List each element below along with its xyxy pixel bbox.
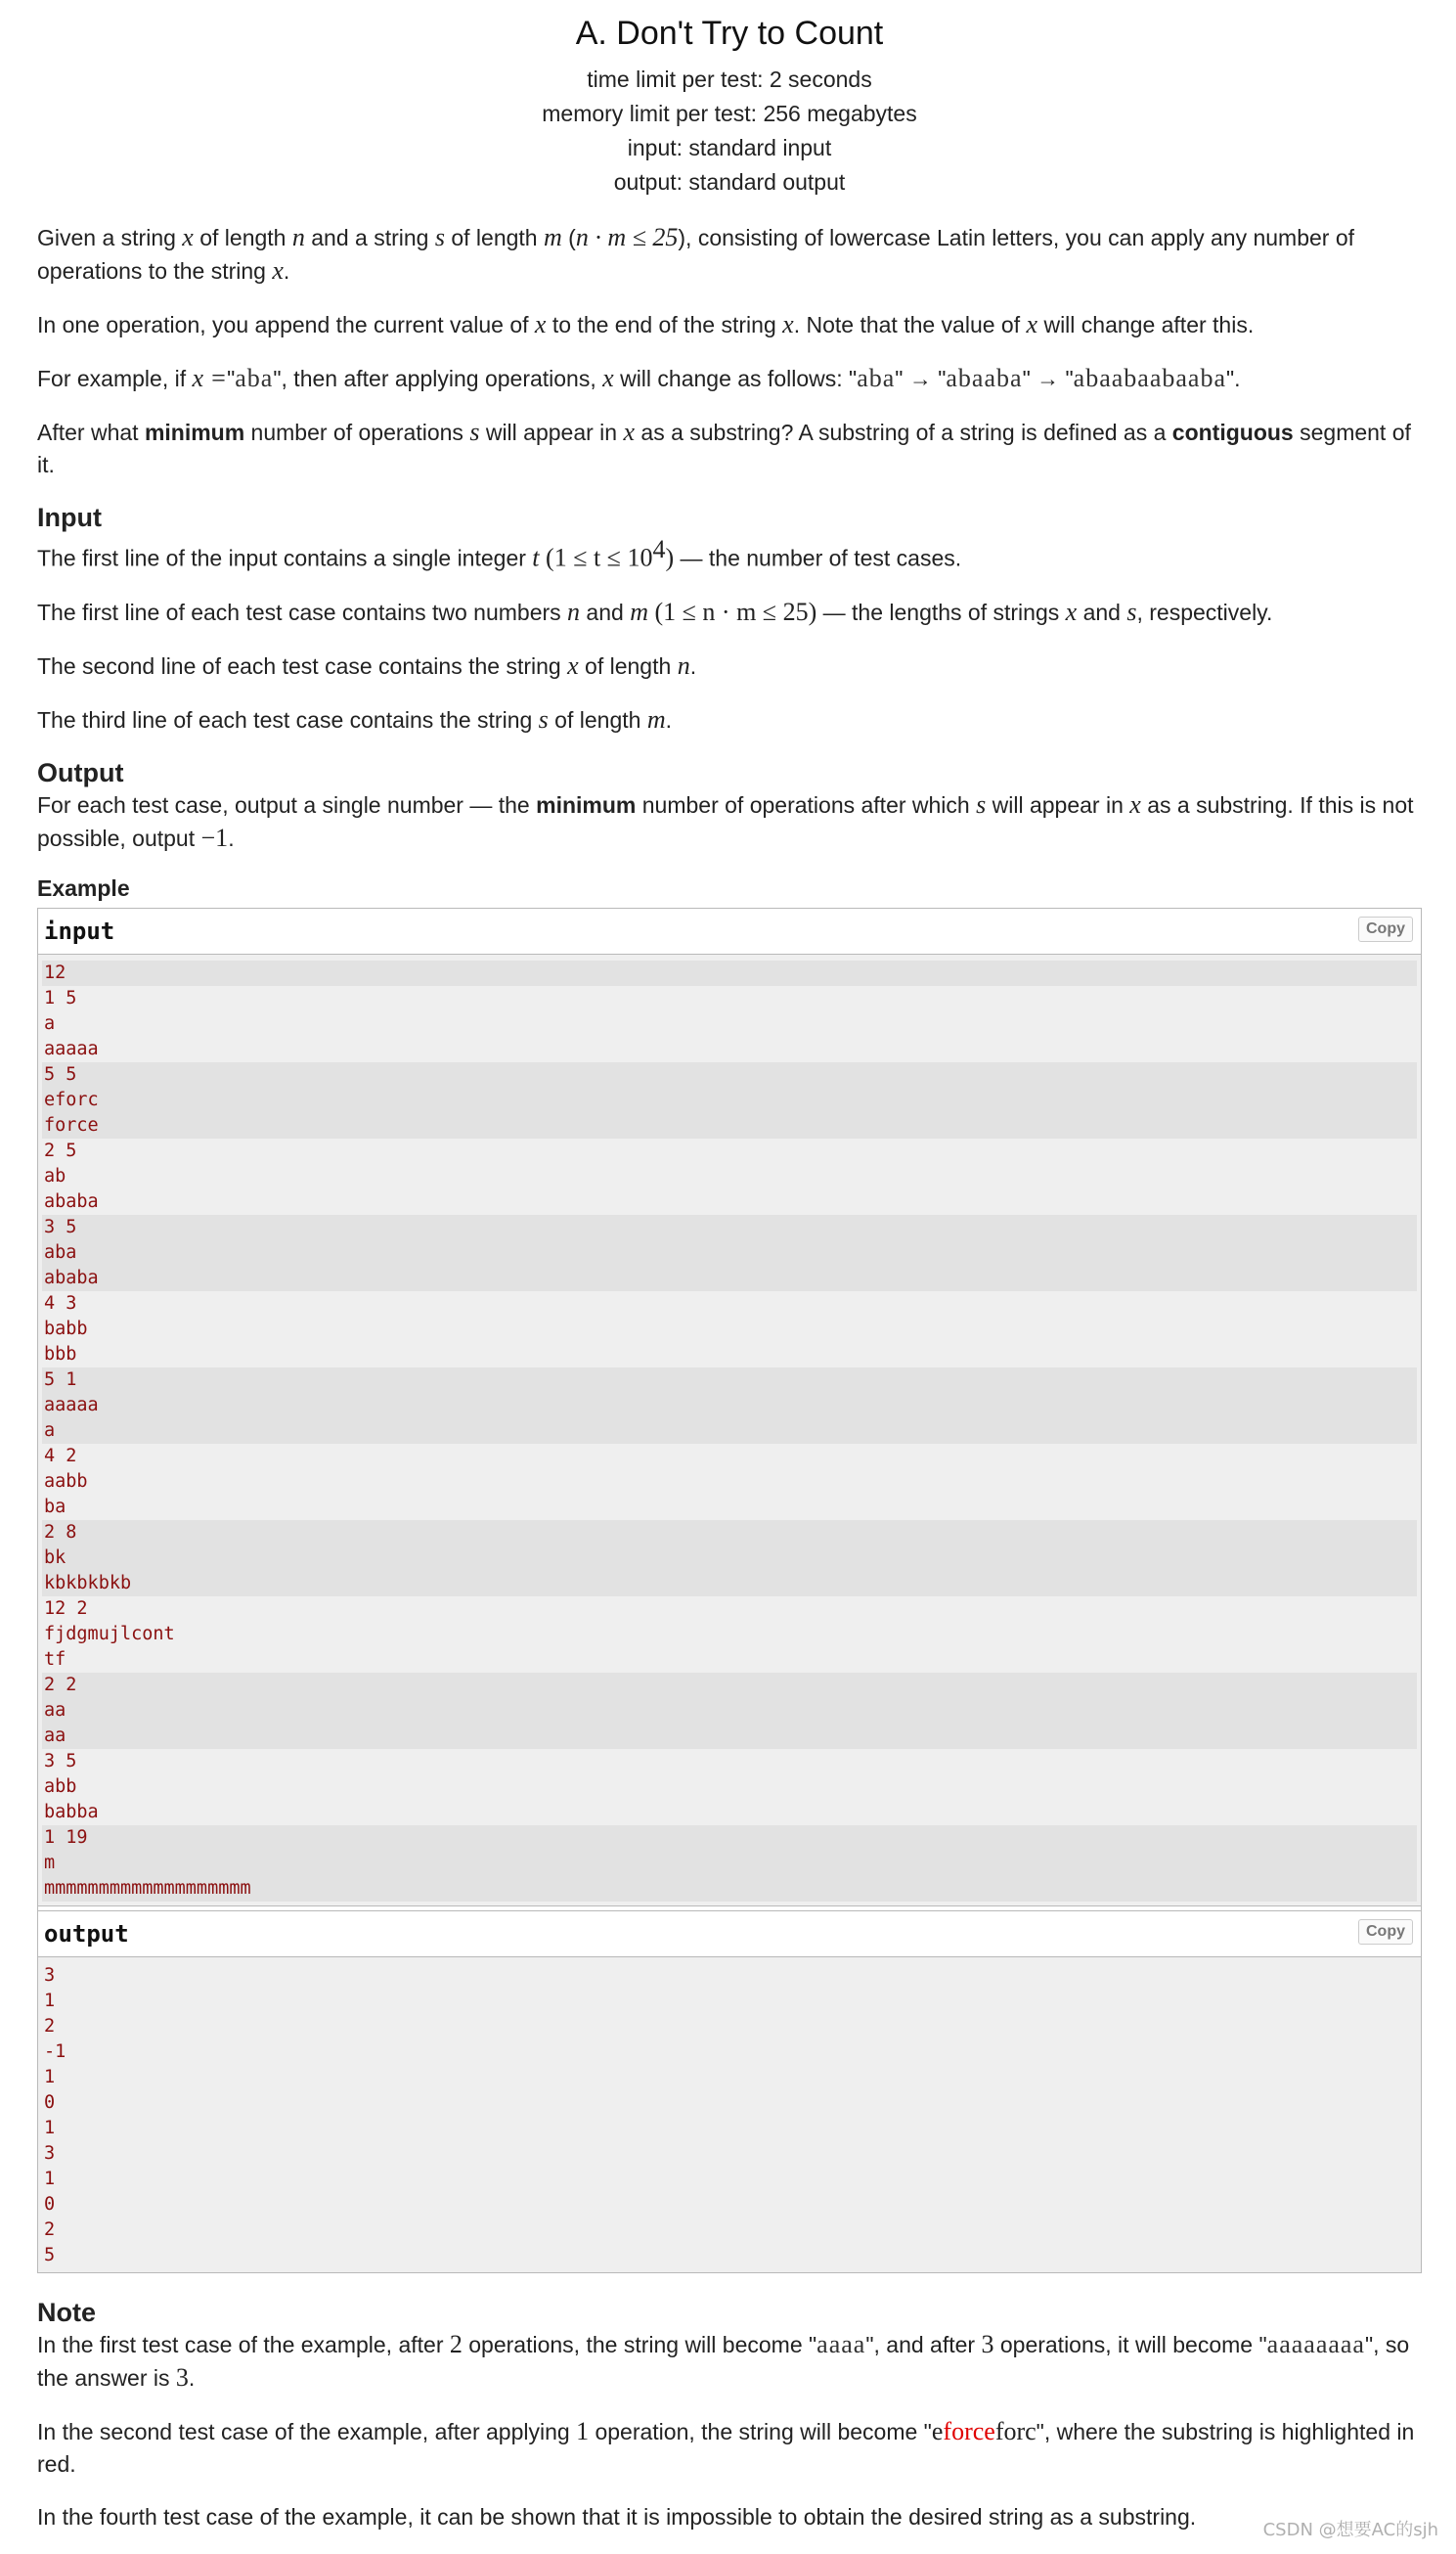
sample-output-line: 3 [42, 1963, 1417, 1989]
output-paragraph-1: For each test case, output a single number — the minimum number of operations after which s will appear in x as a substring. If this is not possible, output −1. [37, 789, 1414, 852]
sample-input-line: ab [42, 1164, 1417, 1189]
sample-input-line: 1 19 [42, 1825, 1417, 1851]
sample-input-line: eforc [42, 1088, 1417, 1113]
note-section [37, 2297, 1422, 2533]
sample-output-line: 1 [42, 2065, 1417, 2090]
statement-paragraph-2: In one operation, you append the current value of x to the end of the string x. Note that the value of x will change after this. [37, 310, 1255, 338]
sample-output-line: 0 [42, 2192, 1417, 2218]
sample-input-line: 5 5 [42, 1062, 1417, 1088]
sample-output-line: 1 [42, 2116, 1417, 2141]
example-section [37, 875, 1422, 2273]
sample-input-line: 3 5 [42, 1749, 1417, 1774]
sample-output-line: -1 [42, 2039, 1417, 2065]
sample-input-line: 12 2 [42, 1596, 1417, 1622]
sample-input-line: 2 2 [42, 1673, 1417, 1698]
input-spec: input: standard input [627, 135, 832, 160]
sample-input-line: 4 3 [42, 1291, 1417, 1317]
note-paragraph-2: In the second test case of the example, after applying 1 operation, the string will become "eforceforc", where the substring is highlighted in red. [37, 2416, 1415, 2477]
sample-input-content[interactable] [38, 955, 1421, 1905]
sample-input-header [38, 909, 1421, 955]
sample-input-line: 5 1 [42, 1367, 1417, 1393]
problem-title: A. Don't Try to Count [575, 15, 884, 52]
input-section [37, 502, 1422, 737]
sample-output-line: 3 [42, 2141, 1417, 2167]
sample-output-box [37, 1910, 1422, 2273]
sample-input-line: mmmmmmmmmmmmmmmmmmm [42, 1876, 1417, 1902]
sample-input-line: a [42, 1418, 1417, 1444]
statement-paragraph-1: Given a string x of length n and a string s of length m (n · m ≤ 25), consisting of lowercase Latin letters, you can apply any number of operations to the string x. [37, 223, 1355, 285]
memory-limit: memory limit per test: 256 megabytes [542, 101, 917, 126]
problem-header [37, 0, 1422, 200]
sample-input-line: a [42, 1011, 1417, 1037]
sample-output-line: 5 [42, 2243, 1417, 2268]
statement-paragraph-4: After what minimum number of operations s will appear in x as a substring? A substring of a string is defined as a contiguous segment of it. [37, 418, 1411, 477]
sample-input-line: babb [42, 1317, 1417, 1342]
sample-input-line: m [42, 1851, 1417, 1876]
sample-input-label: input [44, 917, 115, 945]
sample-output-line: 1 [42, 2167, 1417, 2192]
input-paragraph-3: The second line of each test case contains the string x of length n. [37, 650, 697, 680]
input-section-title: Input [37, 503, 102, 532]
note-paragraph-3: In the fourth test case of the example, it can be shown that it is impossible to obtain the desired string as a substring. [37, 2503, 1197, 2530]
note-paragraph-1: In the first test case of the example, after 2 operations, the string will become "aaaa", and after 3 operations, it will become "aaaaaaaa", so the answer is 3. [37, 2329, 1410, 2392]
note-title: Note [37, 2297, 96, 2327]
input-paragraph-4: The third line of each test case contains the string s of length m. [37, 704, 672, 734]
input-paragraph-2: The first line of each test case contains two numbers n and m (1 ≤ n · m ≤ 25) — the lengths of strings x and s, respectively. [37, 597, 1273, 626]
sample-output-header [38, 1911, 1421, 1957]
sample-output-line: 2 [42, 2218, 1417, 2243]
sample-output-line: 1 [42, 1989, 1417, 2014]
copy-output-button[interactable]: Copy [1358, 1919, 1413, 1945]
sample-input-line: force [42, 1113, 1417, 1139]
sample-input-line: aaaaa [42, 1037, 1417, 1062]
sample-input-line: babba [42, 1800, 1417, 1825]
input-paragraph-1: The first line of the input contains a single integer t $(1 \le t \le 10^4)$ — the number of test cases. [37, 535, 962, 572]
output-section-title: Output [37, 757, 124, 787]
sample-input-line: 2 8 [42, 1520, 1417, 1546]
sample-input-line: ababa [42, 1266, 1417, 1291]
sample-output-content[interactable] [38, 1957, 1421, 2272]
sample-input-line: ababa [42, 1189, 1417, 1215]
sample-input-line: aa [42, 1724, 1417, 1749]
sample-input-line: abb [42, 1774, 1417, 1800]
highlighted-substring: force [943, 2416, 995, 2445]
sample-input-line: 12 [42, 961, 1417, 986]
sample-input-line: 3 5 [42, 1215, 1417, 1240]
sample-input-line: bk [42, 1546, 1417, 1571]
sample-input-line: ba [42, 1495, 1417, 1520]
sample-output-label: output [44, 1919, 129, 1948]
sample-input-line: kbkbkbkb [42, 1571, 1417, 1596]
problem-statement [37, 221, 1422, 481]
sample-input-line: aa [42, 1698, 1417, 1724]
output-spec: output: standard output [613, 169, 846, 195]
sample-input-line: 4 2 [42, 1444, 1417, 1469]
sample-input-line: bbb [42, 1342, 1417, 1367]
sample-input-line: 2 5 [42, 1139, 1417, 1164]
sample-input-line: 1 5 [42, 986, 1417, 1011]
sample-input-line: fjdgmujlcont [42, 1622, 1417, 1647]
sample-input-box [37, 908, 1422, 1906]
statement-paragraph-3: For example, if x ="aba", then after applying operations, x will change as follows: "aba" → "abaaba" → "abaabaabaaba". [37, 364, 1241, 392]
sample-input-line: aaaaa [42, 1393, 1417, 1418]
output-section [37, 757, 1422, 855]
sample-output-line: 2 [42, 2014, 1417, 2039]
sample-output-line: 0 [42, 2090, 1417, 2116]
problem-page [37, 0, 1422, 2554]
sample-input-line: aabb [42, 1469, 1417, 1495]
problem-limits [37, 63, 1422, 200]
copy-input-button[interactable]: Copy [1358, 917, 1413, 942]
watermark: CSDN @想要AC的sjh [1262, 2520, 1438, 2540]
example-title: Example [37, 874, 130, 901]
time-limit: time limit per test: 2 seconds [587, 67, 872, 92]
sample-input-line: aba [42, 1240, 1417, 1266]
sample-input-line: tf [42, 1647, 1417, 1673]
